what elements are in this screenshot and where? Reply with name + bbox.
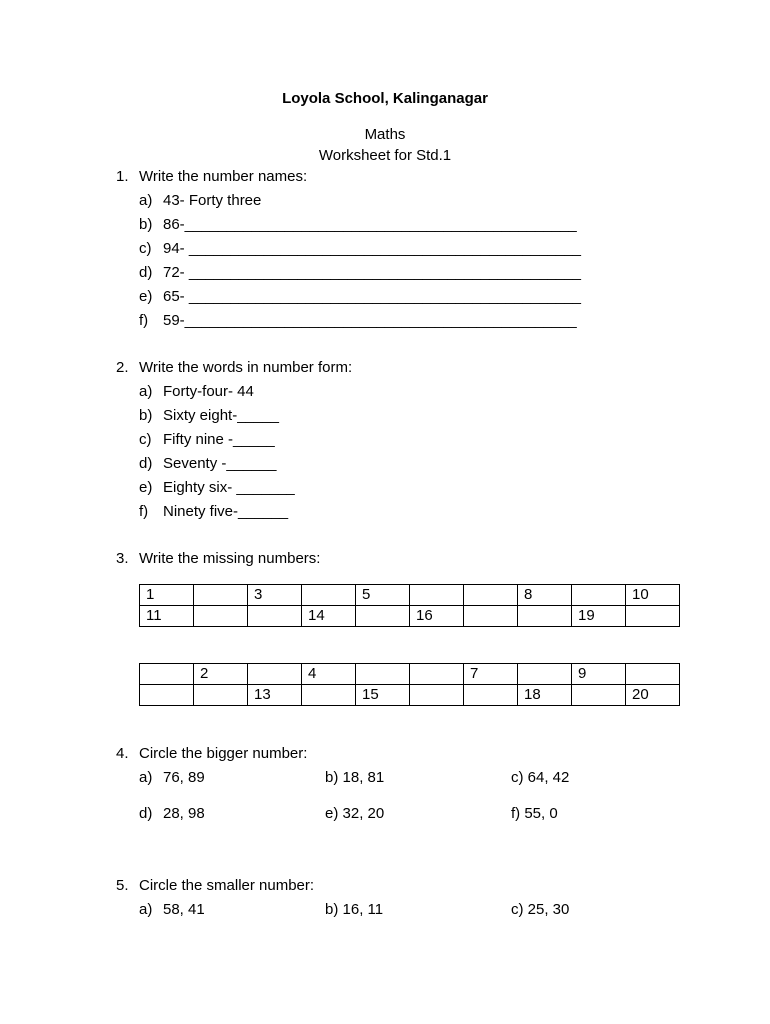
table-cell: 15 — [356, 685, 410, 706]
table-cell — [410, 685, 464, 706]
item-text: b) 16, 11 — [325, 901, 384, 918]
item-text: b) 18, 81 — [325, 769, 385, 786]
table-cell — [194, 585, 248, 606]
table-cell: 20 — [626, 685, 680, 706]
table-cell: 18 — [518, 685, 572, 706]
item-text: c) 64, 42 — [511, 769, 570, 786]
item-text: c) 25, 30 — [511, 901, 570, 918]
item-text: Forty-four- 44 — [163, 383, 254, 400]
table-cell — [140, 664, 194, 685]
table-row — [140, 685, 680, 706]
table-cell — [302, 685, 356, 706]
question-text: Circle the smaller number: — [139, 877, 315, 894]
item-label: a) — [139, 769, 153, 786]
table-cell: 14 — [302, 606, 356, 627]
table-cell: 4 — [302, 664, 356, 685]
item-text: Seventy -______ — [163, 455, 277, 472]
item-text: 43- Forty three — [163, 192, 262, 209]
school-title: Loyola School, Kalinganagar — [282, 90, 488, 107]
item-text: 76, 89 — [163, 769, 205, 786]
item-label: a) — [139, 383, 153, 400]
question-text: Circle the bigger number: — [139, 745, 308, 762]
missing-numbers-table-1 — [139, 584, 680, 627]
table-cell — [572, 685, 626, 706]
item-text: 58, 41 — [163, 901, 205, 918]
table-cell — [194, 606, 248, 627]
table-cell: 3 — [248, 585, 302, 606]
item-label: b) — [139, 216, 153, 233]
table-cell — [464, 685, 518, 706]
question-number: 3. — [116, 550, 129, 567]
item-label: f) — [139, 312, 149, 329]
table-cell — [626, 606, 680, 627]
table-row — [140, 664, 680, 685]
question-number: 5. — [116, 877, 129, 894]
table-cell: 13 — [248, 685, 302, 706]
table-cell: 11 — [140, 606, 194, 627]
table-cell — [194, 685, 248, 706]
answer-line: 72- _______________________________________________ — [163, 264, 581, 281]
table-cell — [626, 664, 680, 685]
table-cell: 9 — [572, 664, 626, 685]
answer-line: 94- _______________________________________________ — [163, 240, 581, 257]
table-cell — [410, 664, 464, 685]
answer-line: 65- _______________________________________________ — [163, 288, 581, 305]
table-cell — [356, 606, 410, 627]
table-cell: 1 — [140, 585, 194, 606]
table-cell — [518, 606, 572, 627]
question-text: Write the missing numbers: — [139, 550, 321, 567]
question-number: 4. — [116, 745, 129, 762]
table-cell: 16 — [410, 606, 464, 627]
item-label: f) — [139, 503, 149, 520]
table-cell — [572, 585, 626, 606]
table-cell — [302, 585, 356, 606]
question-number: 1. — [116, 168, 129, 185]
table-cell — [356, 664, 410, 685]
table-cell: 19 — [572, 606, 626, 627]
item-label: d) — [139, 264, 153, 281]
item-text: Sixty eight-_____ — [163, 407, 279, 424]
item-label: c) — [139, 431, 152, 448]
table-row — [140, 585, 680, 606]
item-text: 28, 98 — [163, 805, 205, 822]
item-label: b) — [139, 407, 153, 424]
table-cell — [464, 585, 518, 606]
table-cell — [518, 664, 572, 685]
item-text: Eighty six- _______ — [163, 479, 295, 496]
table-cell: 8 — [518, 585, 572, 606]
item-label: d) — [139, 455, 153, 472]
item-label: d) — [139, 805, 153, 822]
subject-title: Maths — [364, 126, 406, 143]
item-text: e) 32, 20 — [325, 805, 385, 822]
item-label: e) — [139, 479, 153, 496]
question-text: Write the number names: — [139, 168, 308, 185]
table-cell — [248, 606, 302, 627]
question-text: Write the words in number form: — [139, 359, 353, 376]
answer-line: 59-_______________________________________________ — [163, 312, 577, 329]
table-cell — [248, 664, 302, 685]
item-text: Ninety five-______ — [163, 503, 289, 520]
item-label: e) — [139, 288, 153, 305]
table-cell — [464, 606, 518, 627]
table-cell: 2 — [194, 664, 248, 685]
question-number: 2. — [116, 359, 129, 376]
table-cell — [140, 685, 194, 706]
table-cell — [410, 585, 464, 606]
table-cell: 7 — [464, 664, 518, 685]
item-label: a) — [139, 901, 153, 918]
missing-numbers-table-2 — [139, 663, 680, 706]
item-text: f) 55, 0 — [511, 805, 558, 822]
item-label: a) — [139, 192, 153, 209]
answer-line: 86-_______________________________________________ — [163, 216, 577, 233]
table-row — [140, 606, 680, 627]
table-cell: 10 — [626, 585, 680, 606]
table-cell: 5 — [356, 585, 410, 606]
worksheet-title: Worksheet for Std.1 — [318, 147, 452, 164]
item-label: c) — [139, 240, 152, 257]
item-text: Fifty nine -_____ — [163, 431, 275, 448]
